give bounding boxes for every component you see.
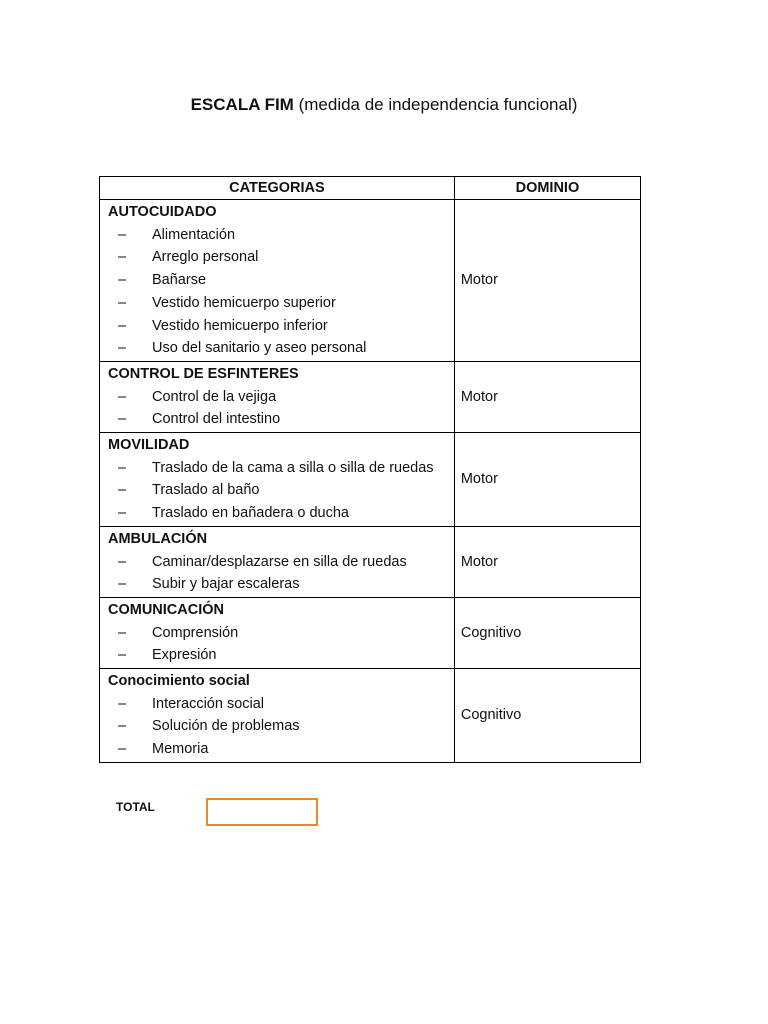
item-list <box>108 224 448 360</box>
domain-text: Motor <box>460 272 498 289</box>
fim-table <box>99 176 641 763</box>
table-row <box>100 669 641 763</box>
table-row <box>100 361 641 432</box>
domain-cell <box>454 669 640 763</box>
total-input-box[interactable] <box>206 798 318 826</box>
bullet-dash: – <box>118 505 127 522</box>
item-text: Caminar/desplazarse en silla de ruedas <box>152 553 407 570</box>
category-title: AMBULACIÓN <box>108 530 208 547</box>
domain-text: Cognitivo <box>460 707 522 724</box>
page-title <box>0 93 768 117</box>
table-row <box>100 526 641 597</box>
item-text: Control del intestino <box>152 411 281 428</box>
table-row <box>100 200 641 362</box>
item-text: Control de la vejiga <box>152 388 277 405</box>
category-cell <box>100 433 455 527</box>
total-label: TOTAL <box>116 800 155 814</box>
item-text: Uso del sanitario y aseo personal <box>152 340 367 357</box>
category-cell <box>100 597 455 668</box>
item-text: Bañarse <box>152 272 207 289</box>
item-text: Vestido hemicuerpo inferior <box>152 317 328 334</box>
list-item <box>108 622 448 645</box>
bullet-dash: – <box>118 249 127 266</box>
list-item <box>108 644 448 667</box>
list-item <box>108 479 448 502</box>
item-text: Vestido hemicuerpo superior <box>152 294 336 311</box>
item-text: Arreglo personal <box>152 249 259 266</box>
bullet-dash: – <box>118 553 127 570</box>
item-text: Comprensión <box>152 624 239 641</box>
table-row <box>100 433 641 527</box>
item-text: Memoria <box>152 741 209 758</box>
bullet-dash: – <box>118 411 127 428</box>
list-item <box>108 315 448 338</box>
bullet-dash: – <box>118 459 127 476</box>
item-text: Subir y bajar escaleras <box>152 576 300 593</box>
table-row <box>100 597 641 668</box>
list-item <box>108 224 448 247</box>
item-text: Expresión <box>152 647 217 664</box>
item-text: Traslado en bañadera o ducha <box>152 505 349 522</box>
domain-cell <box>454 526 640 597</box>
bullet-dash: – <box>118 576 127 593</box>
category-cell <box>100 669 455 763</box>
list-item <box>108 337 448 360</box>
list-item <box>108 386 448 409</box>
bullet-dash: – <box>118 272 127 289</box>
domain-text: Cognitivo <box>460 625 522 641</box>
bullet-dash: – <box>118 294 127 311</box>
item-list <box>108 551 448 596</box>
item-text: Interacción social <box>152 695 265 712</box>
list-item <box>108 408 448 431</box>
table-header-row <box>100 177 641 200</box>
item-list <box>108 386 448 431</box>
item-list <box>108 622 448 667</box>
list-item <box>108 292 448 315</box>
domain-cell <box>454 200 640 362</box>
item-text: Alimentación <box>152 226 236 243</box>
domain-text: Motor <box>460 553 498 570</box>
title-main: ESCALA FIM <box>190 95 294 114</box>
category-cell <box>100 361 455 432</box>
category-title: AUTOCUIDADO <box>108 204 217 220</box>
list-item <box>108 551 448 574</box>
item-text: Traslado al baño <box>152 482 260 499</box>
bullet-dash: – <box>118 317 127 334</box>
header-categorias: CATEGORIAS <box>100 177 455 200</box>
bullet-dash: – <box>118 741 127 758</box>
domain-text: Motor <box>460 388 498 405</box>
domain-text: Motor <box>460 471 498 488</box>
bullet-dash: – <box>118 695 127 712</box>
category-title: COMUNICACIÓN <box>108 601 224 618</box>
list-item <box>108 573 448 596</box>
domain-cell <box>454 433 640 527</box>
item-text: Solución de problemas <box>152 718 300 735</box>
list-item <box>108 738 448 761</box>
bullet-dash: – <box>118 226 127 243</box>
domain-cell <box>454 597 640 668</box>
category-cell <box>100 200 455 362</box>
list-item <box>108 457 448 480</box>
list-item <box>108 693 448 716</box>
list-item <box>108 502 448 525</box>
bullet-dash: – <box>118 340 127 357</box>
category-title: MOVILIDAD <box>108 437 190 454</box>
bullet-dash: – <box>118 647 127 664</box>
bullet-dash: – <box>118 718 127 735</box>
category-title: Conocimiento social <box>108 673 250 690</box>
bullet-dash: – <box>118 624 127 641</box>
category-title: CONTROL DE ESFINTERES <box>108 365 299 382</box>
list-item <box>108 246 448 269</box>
item-list <box>108 457 448 525</box>
category-cell <box>100 526 455 597</box>
bullet-dash: – <box>118 388 127 405</box>
header-dominio: DOMINIO <box>454 177 640 200</box>
bullet-dash: – <box>118 482 127 499</box>
domain-cell <box>454 361 640 432</box>
item-list <box>108 693 448 761</box>
title-subtitle: (medida de independencia funcional) <box>293 95 578 114</box>
item-text: Traslado de la cama a silla o silla de ruedas <box>152 459 434 476</box>
list-item <box>108 269 448 292</box>
list-item <box>108 715 448 738</box>
